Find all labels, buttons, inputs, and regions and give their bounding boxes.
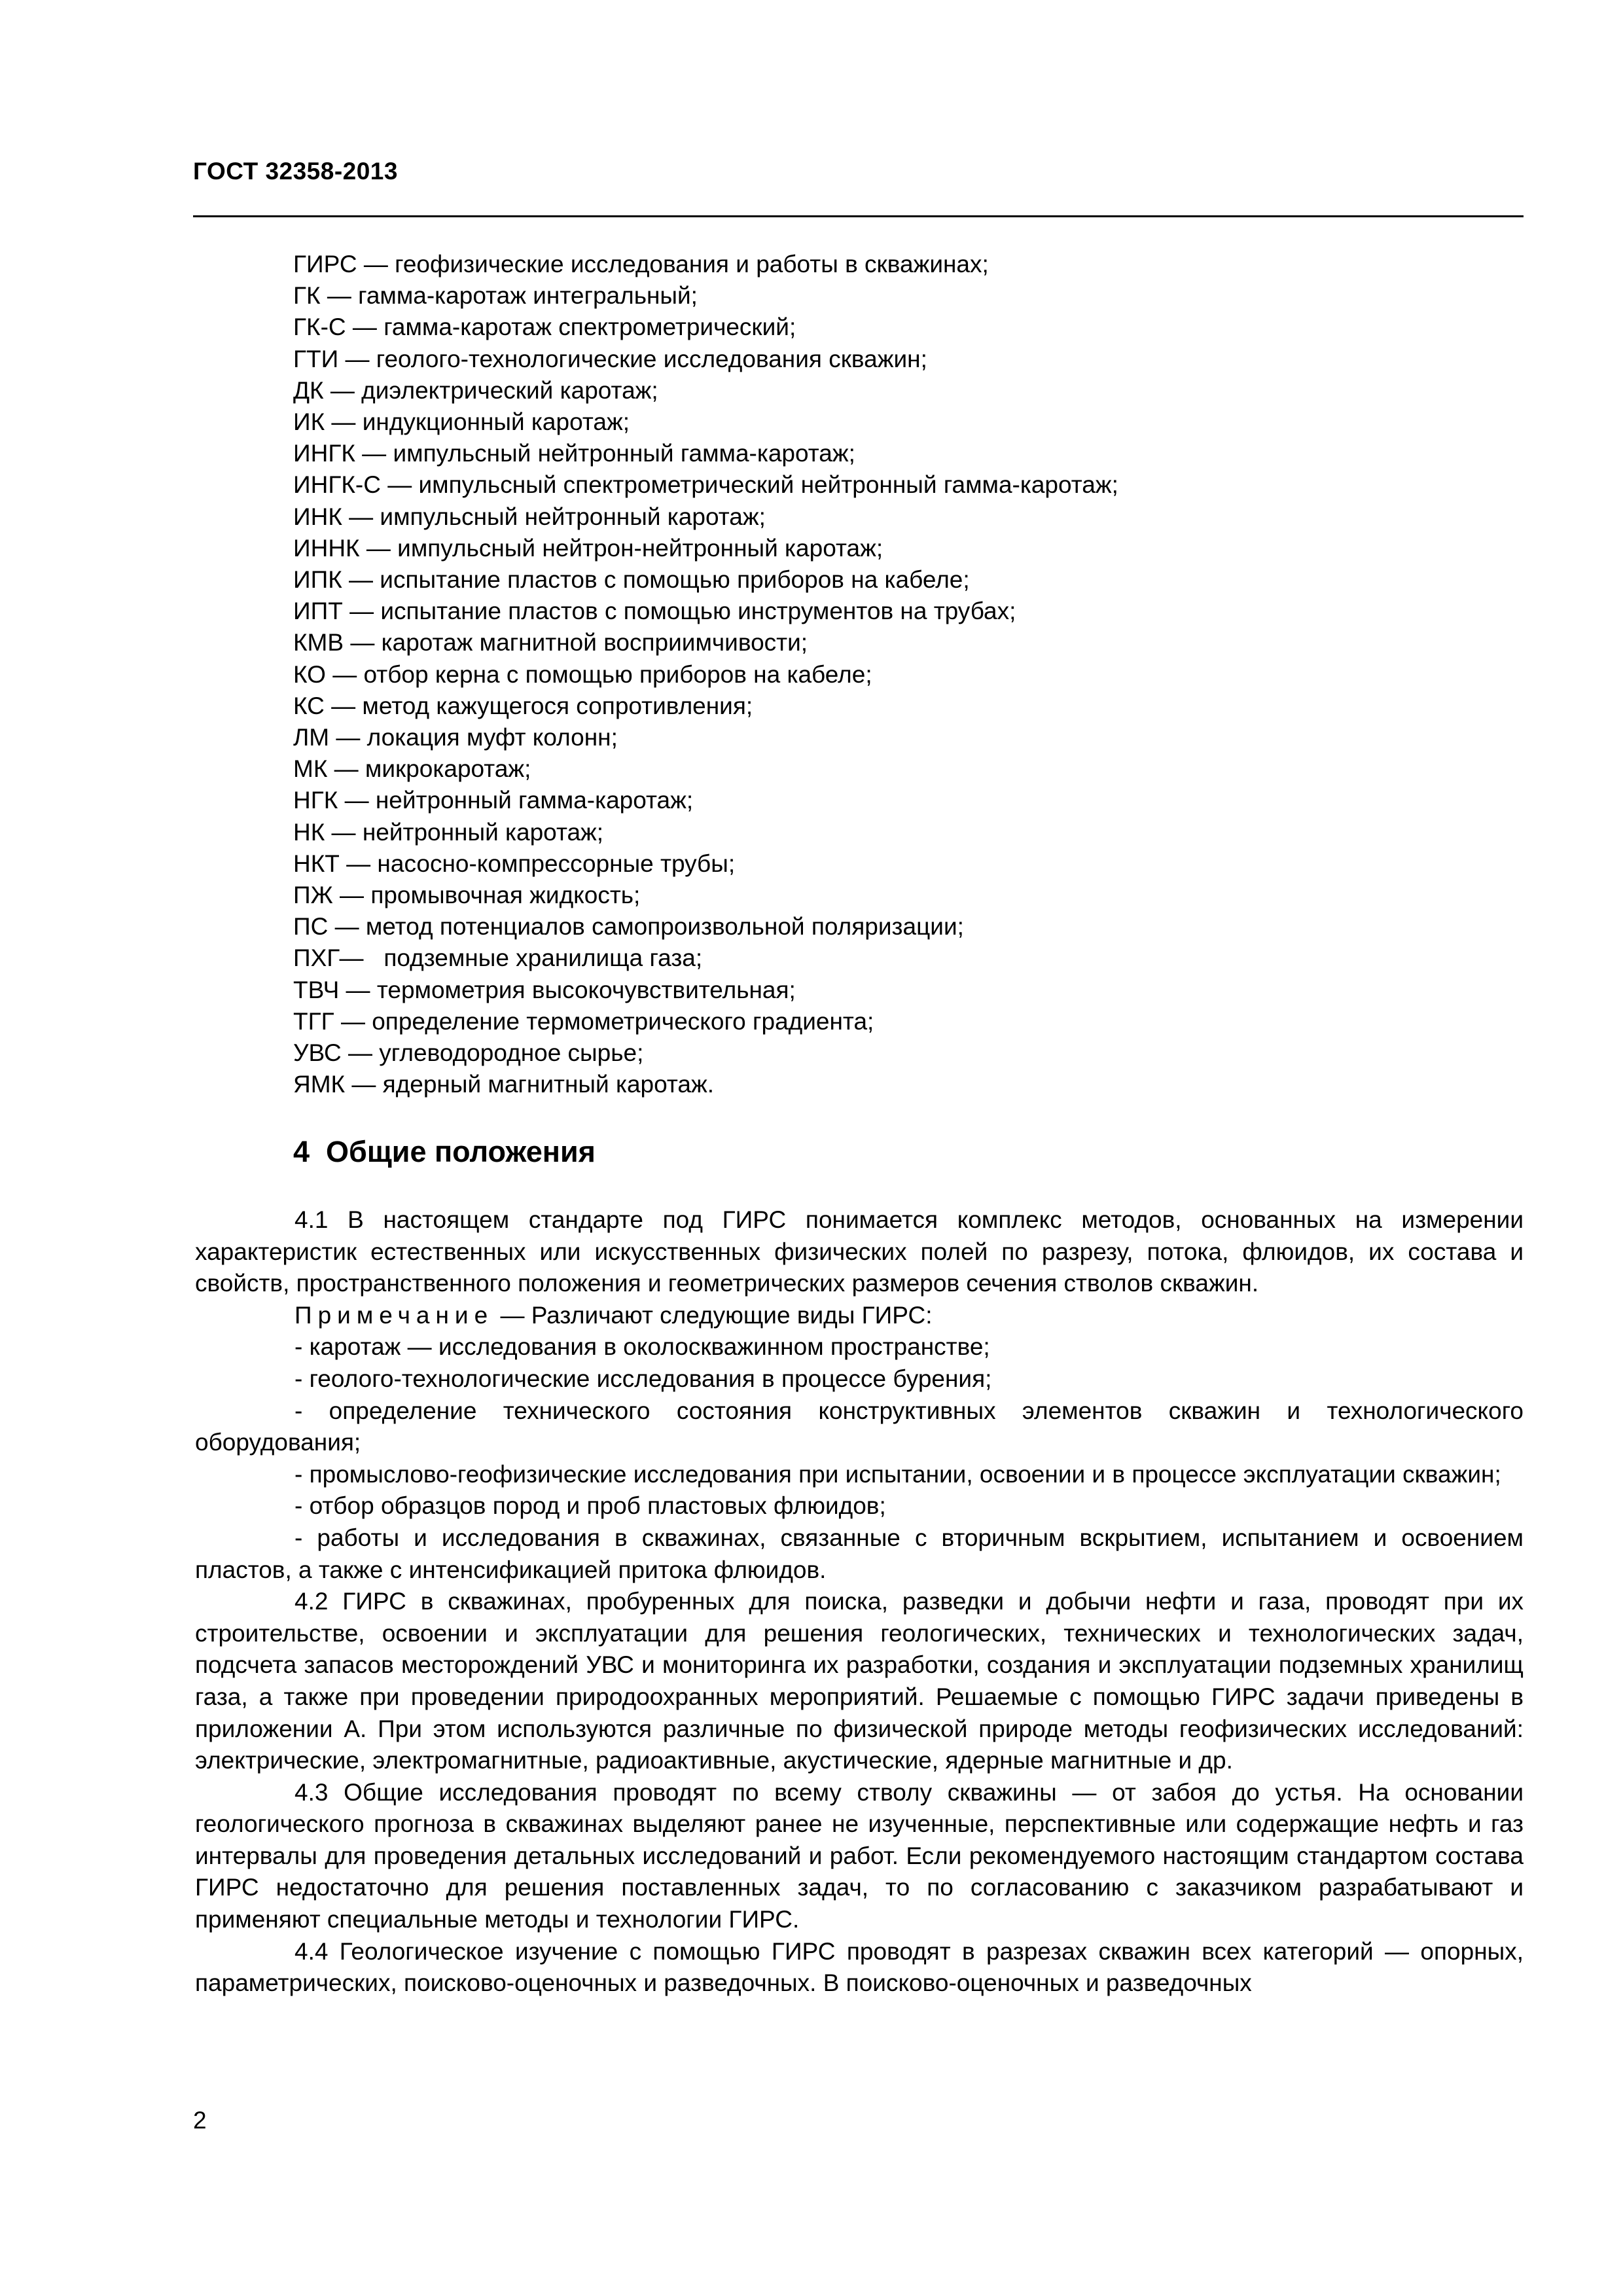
abbreviation-item: УВС — углеводородное сырье; <box>293 1039 644 1067</box>
abbreviation-item: ИПТ — испытание пластов с помощью инструментов на трубах; <box>293 598 1016 625</box>
abbreviation-item: ИНГК-С — импульсный спектрометрический нейтронный гамма-каротаж; <box>293 471 1118 499</box>
abbreviation-item: ИННК — импульсный нейтрон-нейтронный каротаж; <box>293 534 883 562</box>
abbreviation-item: ГТИ — геолого-технологические исследования скважин; <box>293 345 927 372</box>
paragraph-4-2: 4.2 ГИРС в скважинах, пробуренных для поиска, разведки и добычи нефти и газа, проводят при их строительстве, освоении и эксплуатации для решения геологических, технических и технологических задач, подсчета запасов месторождений УВС и мониторинга их разработки, создания и эксплуатации подземных хранилищ газа, а также при проведении природоохранных мероприятий. Решаемые с помощью ГИРС задачи приведены в приложении А. При этом используются различные по физической природе методы геофизических исследований: электрические, электромагнитные, радиоактивные, акустические, ядерные магнитные и др. <box>195 1588 1524 1774</box>
section-heading: 4 Общие положения <box>293 1135 596 1168</box>
abbreviation-item: ТВЧ — термометрия высокочувствительная; <box>293 976 796 1003</box>
abbreviation-item: ГК — гамма-каротаж интегральный; <box>293 282 698 310</box>
page-number: 2 <box>193 2107 207 2134</box>
abbreviation-item: ПС — метод потенциалов самопроизвольной поляризации; <box>293 913 964 941</box>
note-text: — Различают следующие виды ГИРС: <box>493 1301 933 1329</box>
abbreviation-item: ИПК — испытание пластов с помощью приборов на кабеле; <box>293 566 970 594</box>
abbreviation-item: ПЖ — промывочная жидкость; <box>293 882 641 909</box>
note-intro <box>195 1300 1524 1332</box>
note-item: - каротаж — исследования в околоскважинном пространстве; <box>294 1333 990 1361</box>
note-item: - геолого-технологические исследования в процессе бурения; <box>294 1365 992 1392</box>
abbreviation-item: ЛМ — локация муфт колонн; <box>293 724 618 751</box>
abbreviation-item: ГИРС — геофизические исследования и работы в скважинах; <box>293 251 989 278</box>
abbreviation-item: КМВ — каротаж магнитной восприимчивости; <box>293 629 808 656</box>
abbreviation-item: ИК — индукционный каротаж; <box>293 408 630 436</box>
abbreviation-item: ТГГ — определение термометрического градиента; <box>293 1007 874 1035</box>
header-divider <box>193 215 1524 217</box>
abbreviation-item: ИНК — импульсный нейтронный каротаж; <box>293 503 766 530</box>
section-body <box>195 1204 1524 2000</box>
abbreviation-item: МК — микрокаротаж; <box>293 755 531 783</box>
abbreviation-item: НКТ — насосно-компрессорные трубы; <box>293 850 736 877</box>
note-item: - определение технического состояния конструктивных элементов скважин и технологического оборудования; <box>195 1397 1524 1456</box>
abbreviation-item: КС — метод кажущегося сопротивления; <box>293 692 753 719</box>
abbreviation-item: ПХГ— подземные хранилища газа; <box>293 944 703 972</box>
abbreviation-item: КО — отбор керна с помощью приборов на кабеле; <box>293 660 872 688</box>
paragraph-4-3: 4.3 Общие исследования проводят по всему стволу скважины — от забоя до устья. На основании геологического прогноза в скважинах выделяют ранее не изученные, перспективные или содержащие нефть и газ интервалы для проведения детальных исследований и работ. Если рекомендуемого настоящим стандартом состава ГИРС недостаточно для решения поставленных задач, то по согласованию с заказчиком разрабатывают и применяют специальные методы и технологии ГИРС. <box>195 1778 1524 1933</box>
abbreviation-item: НК — нейтронный каротаж; <box>293 818 604 846</box>
paragraph-4-1: 4.1 В настоящем стандарте под ГИРС понимается комплекс методов, основанных на измерении характеристик естественных или искусственных физических полей по разрезу, потока, флюидов, их состава и свойств, пространственного положения и геометрических размеров сечения стволов скважин. <box>195 1206 1524 1297</box>
document-header: ГОСТ 32358-2013 <box>193 158 398 185</box>
note-item: - промыслово-геофизические исследования при испытании, освоении и в процессе эксплуатации скважин; <box>294 1460 1501 1488</box>
paragraph-4-4: 4.4 Геологическое изучение с помощью ГИРС проводят в разрезах скважин всех категорий — опорных, параметрических, поисково-оценочных и разведочных. В поисково-оценочных и разведочных <box>195 1937 1524 1997</box>
abbreviation-item: ИНГК — импульсный нейтронный гамма-каротаж; <box>293 440 855 467</box>
abbreviation-list <box>293 249 1118 1100</box>
note-label: Примечание <box>294 1301 494 1329</box>
abbreviation-item: ГК-С — гамма-каротаж спектрометрический; <box>293 314 796 341</box>
note-item: - работы и исследования в скважинах, связанные с вторичным вскрытием, испытанием и освоением пластов, а также с интенсификацией притока флюидов. <box>195 1524 1524 1583</box>
abbreviation-item: ДК — диэлектрический каротаж; <box>293 376 658 404</box>
note-item: - отбор образцов пород и проб пластовых флюидов; <box>294 1492 886 1520</box>
abbreviation-item: НГК — нейтронный гамма-каротаж; <box>293 787 694 814</box>
abbreviation-item: ЯМК — ядерный магнитный каротаж. <box>293 1071 715 1098</box>
